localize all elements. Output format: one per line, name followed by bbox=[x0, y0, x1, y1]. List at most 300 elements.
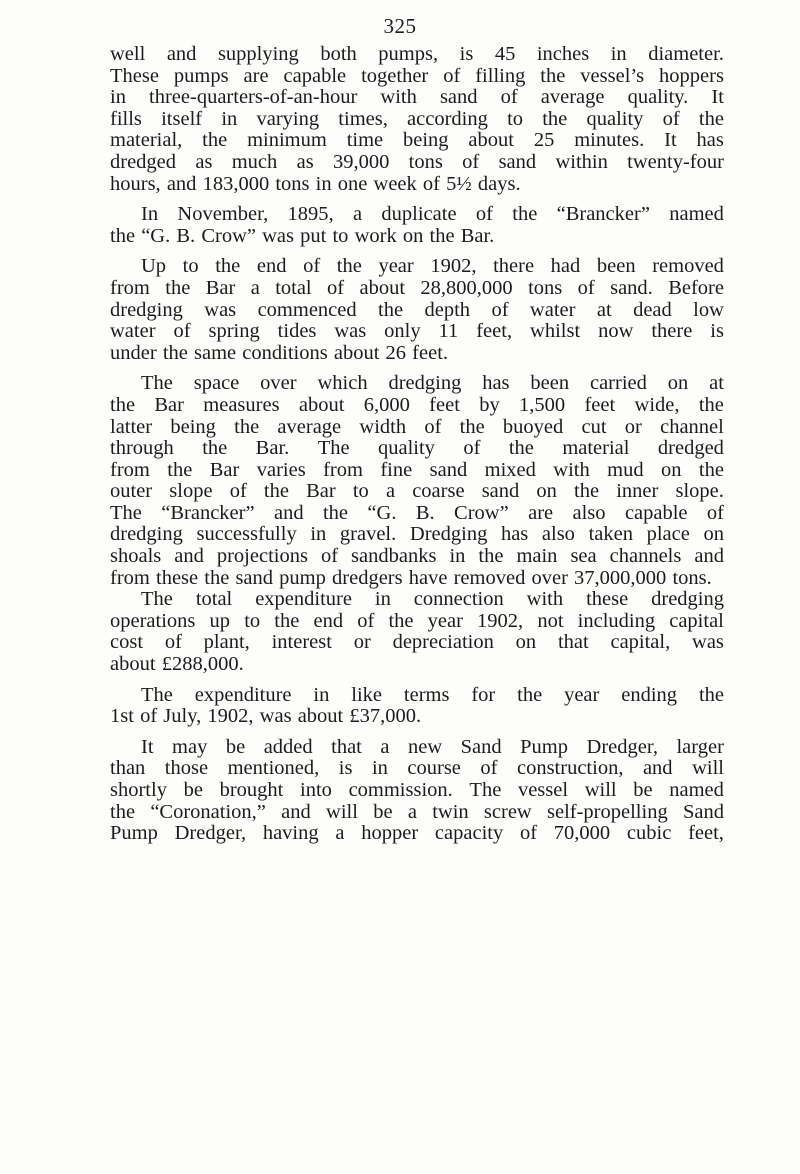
word: 70,000 bbox=[553, 822, 611, 845]
word: construction, bbox=[516, 757, 624, 780]
text-line bbox=[110, 546, 724, 568]
word: these bbox=[156, 566, 199, 589]
word: about bbox=[297, 705, 344, 728]
word: 1st bbox=[110, 705, 134, 728]
word: Bar bbox=[154, 393, 184, 416]
word: the bbox=[574, 480, 600, 503]
text-line bbox=[110, 438, 724, 460]
word: on bbox=[515, 631, 537, 654]
word: sandbanks bbox=[351, 545, 437, 568]
word: twin bbox=[432, 800, 469, 823]
word: as bbox=[195, 150, 213, 173]
word: will bbox=[692, 757, 724, 780]
word: plant, bbox=[203, 631, 250, 654]
word: these bbox=[586, 588, 629, 611]
word: 6,000 bbox=[363, 393, 410, 416]
word: at bbox=[709, 372, 724, 395]
word: and bbox=[694, 545, 724, 568]
word: a bbox=[250, 276, 260, 299]
word: through bbox=[110, 437, 174, 460]
word: dredging bbox=[651, 588, 724, 611]
word: of bbox=[357, 609, 375, 632]
word: capable bbox=[624, 501, 688, 524]
word: minimum bbox=[247, 129, 327, 152]
word: fine bbox=[380, 458, 413, 481]
word: than bbox=[110, 757, 146, 780]
word: not bbox=[537, 609, 564, 632]
word: The bbox=[141, 372, 173, 395]
word: material, bbox=[110, 129, 183, 152]
word: hopper bbox=[361, 822, 419, 845]
word: fills bbox=[110, 107, 142, 130]
word: work bbox=[354, 224, 397, 247]
word: November, bbox=[177, 203, 269, 226]
word: sand bbox=[481, 480, 520, 503]
word: from bbox=[110, 458, 150, 481]
word: be bbox=[633, 779, 653, 801]
word: average bbox=[540, 86, 605, 109]
paragraph bbox=[110, 373, 724, 675]
word: Dredger, bbox=[586, 735, 658, 758]
word: hours, bbox=[110, 172, 161, 195]
word: a bbox=[407, 800, 417, 823]
word: 11 bbox=[438, 320, 459, 343]
word: cost bbox=[110, 631, 144, 654]
word: like bbox=[351, 683, 383, 706]
word: “Coronation,” bbox=[150, 800, 266, 823]
word: the bbox=[162, 341, 188, 364]
word: both bbox=[320, 43, 357, 65]
word: diameter. bbox=[648, 43, 724, 65]
word: of bbox=[422, 172, 440, 195]
word: being bbox=[403, 129, 449, 152]
word: Bar bbox=[306, 480, 336, 503]
word: also bbox=[541, 523, 575, 546]
word: may bbox=[172, 735, 208, 758]
word: These bbox=[110, 64, 159, 87]
word: Dredger, bbox=[174, 822, 247, 845]
word: in bbox=[374, 588, 391, 611]
word: the bbox=[540, 64, 566, 87]
word: Crow” bbox=[201, 224, 256, 247]
word: was bbox=[259, 705, 292, 728]
text-line bbox=[110, 417, 724, 439]
word: of bbox=[577, 276, 595, 299]
word: duplicate bbox=[381, 203, 457, 226]
word: water bbox=[529, 298, 576, 321]
word: material bbox=[562, 437, 630, 460]
word: capital, bbox=[610, 631, 671, 654]
word: the bbox=[202, 437, 228, 460]
word: 45 bbox=[494, 43, 516, 65]
word: varies bbox=[256, 458, 306, 481]
word: Pump bbox=[110, 822, 158, 845]
word: added bbox=[263, 735, 313, 758]
word: now bbox=[598, 320, 634, 343]
word: vessel’s bbox=[580, 64, 645, 87]
word: to bbox=[332, 224, 349, 247]
text-line bbox=[110, 395, 724, 417]
word: about bbox=[298, 393, 345, 416]
word: It bbox=[711, 86, 724, 109]
word: the bbox=[215, 255, 241, 278]
word: week bbox=[373, 172, 417, 195]
word: gravel. bbox=[339, 523, 397, 546]
word: in bbox=[221, 107, 238, 130]
paragraph bbox=[110, 737, 724, 845]
word: will bbox=[584, 779, 617, 801]
word: the bbox=[542, 107, 568, 130]
word: cut bbox=[581, 415, 607, 438]
word: and bbox=[166, 43, 197, 65]
word: and bbox=[281, 800, 311, 823]
word: space bbox=[193, 372, 240, 395]
word: B. bbox=[415, 501, 435, 524]
word: removed bbox=[652, 255, 724, 278]
word: dredging bbox=[110, 523, 183, 546]
text-line bbox=[110, 706, 724, 728]
word: the bbox=[459, 415, 485, 438]
word: slope. bbox=[675, 480, 724, 503]
word: Bar. bbox=[460, 224, 495, 247]
word: In bbox=[141, 203, 159, 226]
word: the bbox=[110, 800, 136, 823]
word: of bbox=[480, 757, 498, 780]
word: for bbox=[471, 683, 496, 706]
word: £37,000. bbox=[349, 705, 422, 728]
word: of bbox=[327, 276, 345, 299]
word: in bbox=[310, 523, 327, 546]
word: 5½ bbox=[446, 172, 472, 195]
word: been bbox=[530, 372, 570, 395]
text-line bbox=[110, 109, 724, 131]
word: the bbox=[274, 609, 300, 632]
text-line bbox=[110, 654, 724, 676]
word: spring bbox=[208, 320, 260, 343]
word: in bbox=[610, 43, 627, 65]
word: dredged bbox=[657, 437, 724, 460]
word: sand bbox=[429, 458, 468, 481]
word: end bbox=[256, 255, 287, 278]
word: tons. bbox=[672, 566, 712, 589]
word: of bbox=[229, 480, 247, 503]
word: 1,500 bbox=[519, 393, 566, 416]
text-line bbox=[110, 460, 724, 482]
paragraph bbox=[110, 204, 724, 247]
word: sand bbox=[498, 150, 537, 173]
word: total bbox=[275, 276, 312, 299]
word: only bbox=[384, 320, 421, 343]
word: will bbox=[326, 800, 358, 823]
word: are bbox=[243, 64, 269, 87]
text-line bbox=[110, 44, 724, 66]
word: screw bbox=[483, 800, 532, 823]
word: dredgers bbox=[332, 566, 403, 589]
word: had bbox=[550, 255, 581, 278]
word: shoals bbox=[110, 545, 162, 568]
word: is bbox=[338, 757, 353, 780]
paragraph bbox=[110, 256, 724, 364]
word: expenditure bbox=[194, 683, 292, 706]
word: days. bbox=[477, 172, 521, 195]
word: of bbox=[706, 501, 724, 524]
word: The bbox=[110, 501, 142, 524]
word: there bbox=[651, 320, 693, 343]
word: Sand bbox=[460, 735, 502, 758]
word: whilst bbox=[530, 320, 581, 343]
word: 1902, bbox=[207, 705, 254, 728]
word: depth bbox=[424, 298, 471, 321]
word: water bbox=[110, 320, 156, 343]
word: be bbox=[225, 735, 246, 758]
word: of bbox=[475, 203, 493, 226]
word: Dredging bbox=[409, 523, 488, 546]
word: brought bbox=[219, 779, 284, 801]
word: coarse bbox=[412, 480, 465, 503]
word: tons bbox=[408, 150, 443, 173]
word: well bbox=[110, 43, 146, 65]
word: The bbox=[469, 779, 502, 801]
text-line bbox=[110, 481, 724, 503]
word: of bbox=[662, 107, 680, 130]
word: tides bbox=[277, 320, 317, 343]
word: was bbox=[334, 320, 367, 343]
word: “Brancker” bbox=[161, 501, 255, 524]
word: those bbox=[164, 757, 209, 780]
word: was bbox=[204, 298, 237, 321]
word: capital bbox=[669, 609, 724, 632]
word: The bbox=[141, 683, 173, 706]
word: of bbox=[519, 822, 538, 845]
word: with bbox=[526, 588, 564, 611]
word: supplying bbox=[217, 43, 299, 65]
word: having bbox=[262, 822, 319, 845]
word: pumps, bbox=[378, 43, 439, 65]
word: channel bbox=[660, 415, 724, 438]
word: of bbox=[173, 320, 191, 343]
word: up bbox=[209, 609, 231, 632]
word: on bbox=[703, 523, 724, 546]
word: £288,000. bbox=[161, 653, 244, 676]
word: by bbox=[479, 393, 500, 416]
word: the bbox=[429, 224, 455, 247]
word: has bbox=[482, 372, 510, 395]
word: Sand bbox=[682, 800, 724, 823]
word: including bbox=[577, 609, 656, 632]
word: the bbox=[698, 458, 724, 481]
word: is bbox=[710, 320, 724, 343]
word: inner bbox=[616, 480, 659, 503]
word: of bbox=[500, 86, 518, 109]
word: Bar. bbox=[255, 437, 290, 460]
word: is bbox=[459, 43, 474, 65]
word: and bbox=[174, 545, 204, 568]
word: in bbox=[315, 172, 332, 195]
word: dredging bbox=[110, 298, 183, 321]
word: tons bbox=[528, 276, 563, 299]
word: the bbox=[110, 224, 136, 247]
word: year bbox=[378, 255, 414, 278]
word: slope bbox=[169, 480, 213, 503]
word: three-quarters-of-an-hour bbox=[149, 86, 358, 109]
word: of bbox=[463, 437, 481, 460]
word: under bbox=[110, 341, 157, 364]
word: expenditure bbox=[255, 588, 352, 611]
word: removed bbox=[453, 566, 526, 589]
word: of bbox=[140, 705, 158, 728]
word: which bbox=[317, 372, 368, 395]
word: to bbox=[352, 480, 369, 503]
word: measures bbox=[203, 393, 280, 416]
word: year bbox=[427, 609, 463, 632]
text-line bbox=[110, 204, 724, 226]
word: or bbox=[353, 631, 371, 654]
word: feet, bbox=[688, 822, 724, 845]
word: end bbox=[313, 609, 344, 632]
word: Pump bbox=[520, 735, 569, 758]
word: the bbox=[234, 415, 260, 438]
word: “Brancker” bbox=[556, 203, 650, 226]
word: to bbox=[244, 609, 261, 632]
word: and bbox=[273, 501, 304, 524]
word: in bbox=[110, 86, 126, 109]
word: width bbox=[359, 415, 407, 438]
word: according bbox=[407, 107, 488, 130]
word: named bbox=[669, 779, 724, 801]
word: that bbox=[331, 735, 362, 758]
word: quality bbox=[377, 437, 435, 460]
text-line bbox=[110, 780, 724, 802]
word: Bar bbox=[205, 276, 236, 299]
word: varying bbox=[256, 107, 320, 130]
word: new bbox=[408, 735, 443, 758]
word: Crow” bbox=[454, 501, 509, 524]
word: feet bbox=[429, 393, 460, 416]
word: the bbox=[517, 683, 543, 706]
word: capacity bbox=[434, 822, 504, 845]
word: “G. bbox=[141, 224, 171, 247]
word: dredging bbox=[388, 372, 462, 395]
word: into bbox=[300, 779, 332, 801]
word: named bbox=[669, 203, 724, 226]
word: to bbox=[507, 107, 524, 130]
word: year bbox=[564, 683, 600, 706]
word: minutes. bbox=[574, 129, 645, 152]
word: inches bbox=[536, 43, 590, 65]
word: and bbox=[642, 757, 673, 780]
word: about bbox=[468, 129, 514, 152]
word: interest bbox=[271, 631, 332, 654]
word: latter bbox=[110, 415, 153, 438]
text-line bbox=[110, 87, 724, 109]
word: commission. bbox=[348, 779, 453, 801]
word: commenced bbox=[257, 298, 357, 321]
word: in bbox=[371, 757, 388, 780]
word: to bbox=[182, 255, 199, 278]
text-line bbox=[110, 226, 724, 248]
word: feet. bbox=[412, 341, 449, 364]
word: over bbox=[531, 566, 568, 589]
word: of bbox=[320, 545, 339, 568]
word: terms bbox=[403, 683, 450, 706]
word: conditions bbox=[242, 341, 328, 364]
word: shortly bbox=[110, 779, 167, 801]
word: of bbox=[462, 150, 480, 173]
word: The bbox=[141, 588, 173, 611]
word: the bbox=[698, 683, 724, 706]
word: sand bbox=[235, 566, 274, 589]
word: course bbox=[407, 757, 461, 780]
word: sand. bbox=[610, 276, 653, 299]
word: 39,000 bbox=[332, 150, 390, 173]
word: sea bbox=[570, 545, 597, 568]
text-line bbox=[110, 802, 724, 824]
word: 1902, bbox=[477, 609, 524, 632]
word: on bbox=[667, 372, 689, 395]
paragraph bbox=[110, 685, 724, 728]
text-line bbox=[110, 343, 724, 365]
word: have bbox=[408, 566, 448, 589]
word: the bbox=[165, 276, 191, 299]
word: feet, bbox=[476, 320, 513, 343]
word: It bbox=[141, 735, 154, 758]
word: successfully bbox=[196, 523, 297, 546]
word: be bbox=[373, 800, 393, 823]
word: the bbox=[388, 609, 414, 632]
word: on bbox=[661, 458, 682, 481]
word: the bbox=[698, 107, 724, 130]
word: Before bbox=[668, 276, 724, 299]
word: main bbox=[516, 545, 558, 568]
word: Bar bbox=[209, 458, 240, 481]
word: cubic bbox=[626, 822, 672, 845]
word: feet bbox=[584, 393, 616, 416]
word: being bbox=[170, 415, 216, 438]
text-line bbox=[110, 685, 724, 707]
word: much bbox=[231, 150, 278, 173]
word: depreciation bbox=[392, 631, 494, 654]
word: outer bbox=[110, 480, 153, 503]
word: average bbox=[277, 415, 342, 438]
word: quality. bbox=[627, 86, 689, 109]
word: and bbox=[166, 172, 197, 195]
text-line bbox=[110, 611, 724, 633]
word: times, bbox=[338, 107, 388, 130]
word: 37,000,000 bbox=[574, 566, 667, 589]
word: channels bbox=[609, 545, 682, 568]
word: capable bbox=[283, 64, 347, 87]
word: 28,800,000 bbox=[420, 276, 513, 299]
text-line bbox=[110, 321, 724, 343]
word: larger bbox=[676, 735, 724, 758]
word: self-propelling bbox=[547, 800, 668, 823]
word: that bbox=[557, 631, 589, 654]
text-line bbox=[110, 503, 724, 525]
word: 25 bbox=[533, 129, 555, 152]
text-line bbox=[110, 174, 724, 196]
word: the bbox=[508, 437, 534, 460]
word: total bbox=[195, 588, 233, 611]
word: mud bbox=[607, 458, 644, 481]
word: the bbox=[204, 566, 230, 589]
text-line bbox=[110, 589, 724, 611]
word: twenty-four bbox=[627, 150, 724, 173]
text-line bbox=[110, 737, 724, 759]
text-line bbox=[110, 152, 724, 174]
word: buoyed bbox=[502, 415, 564, 438]
word: also bbox=[572, 501, 606, 524]
word: as bbox=[296, 150, 314, 173]
